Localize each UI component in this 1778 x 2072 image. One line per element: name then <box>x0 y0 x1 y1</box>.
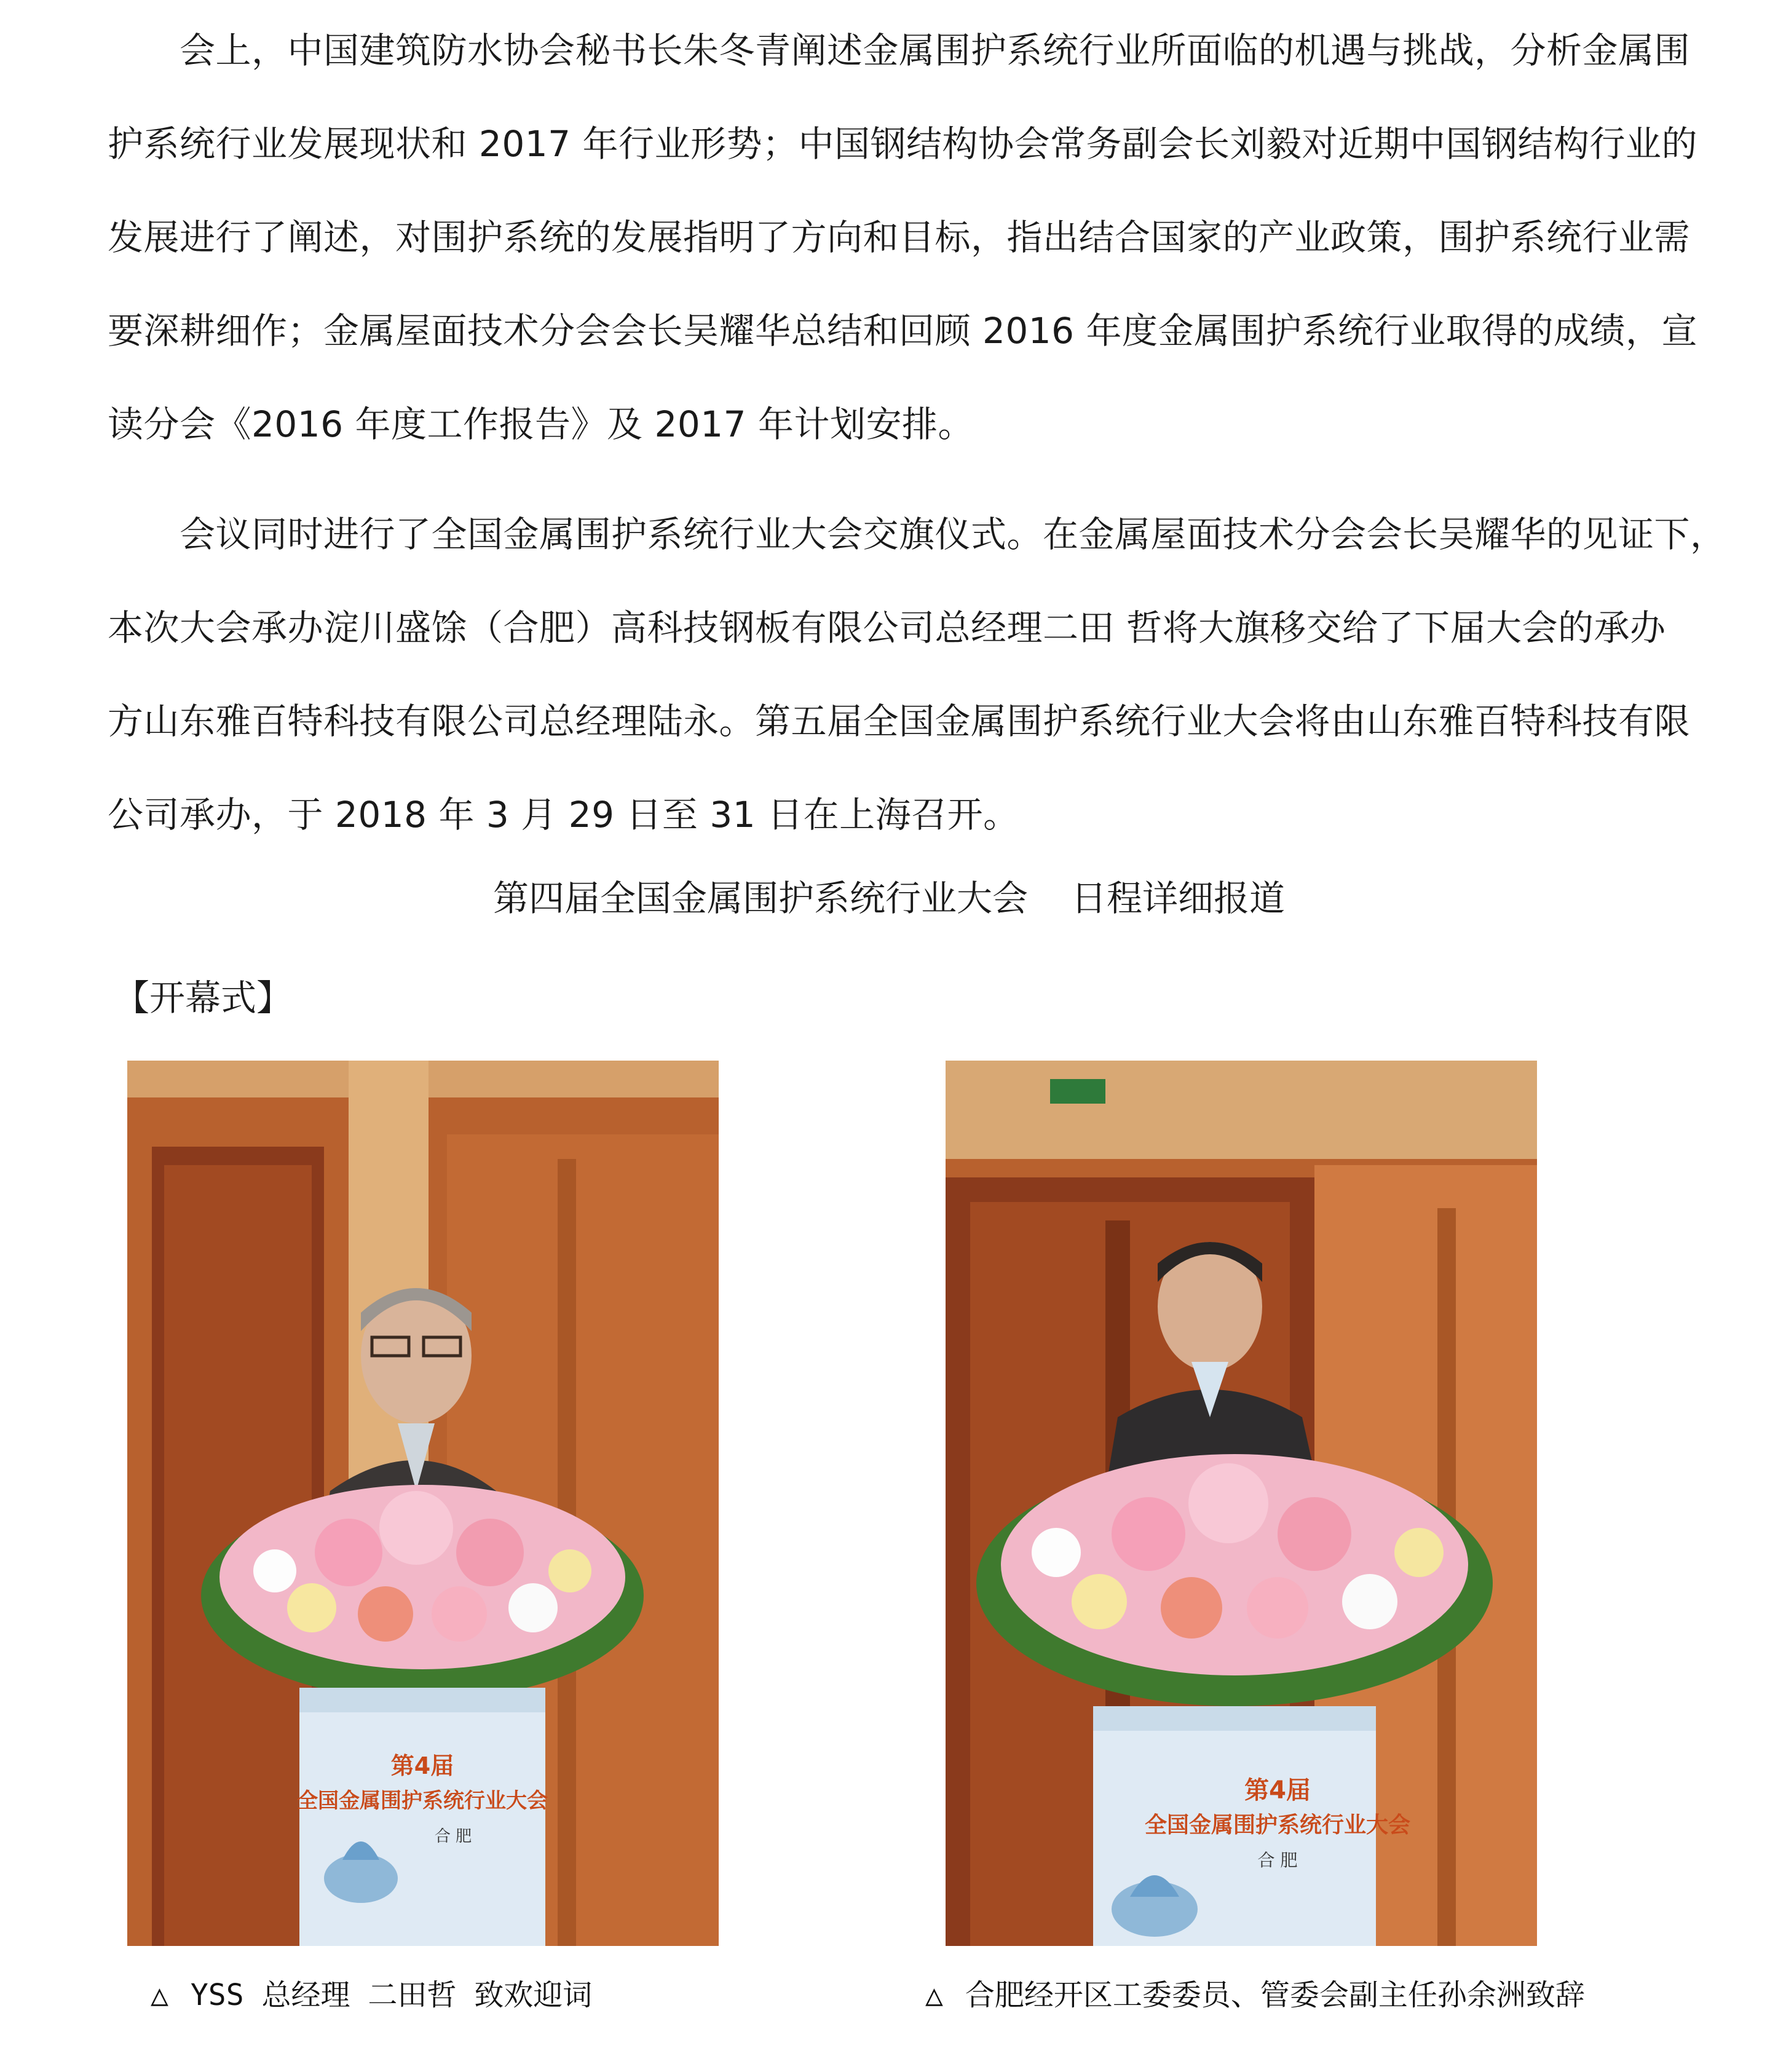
paragraph-line: 发展进行了阐述，对围护系统的发展指明了方向和目标，指出结合国家的产业政策，围护系统行业需 <box>108 216 1691 258</box>
photo-speaker-welcome <box>127 1061 719 1946</box>
triangle-icon: △ <box>925 1978 943 2012</box>
photo-illustration <box>127 1061 719 1946</box>
report-title <box>0 871 1778 926</box>
podium-banner-city: 合 肥 <box>1257 1850 1298 1870</box>
podium-banner-conference: 全国金属围护系统行业大会 <box>1144 1813 1411 1838</box>
photo-speaker-address <box>946 1061 1537 1946</box>
paragraph-line: 护系统行业发展现状和 2017 年行业形势；中国钢结构协会常务副会长刘毅对近期中国钢结构行业的 <box>108 123 1697 165</box>
podium-banner-edition: 第4届 <box>1244 1776 1311 1805</box>
paragraph-line: 要深耕细作；金属屋面技术分会会长吴耀华总结和回顾 2016 年度金属围护系统行业取得的成绩，宣 <box>108 310 1697 352</box>
caption-text: YSS 总经理 二田哲 致欢迎词 <box>190 1978 593 2012</box>
report-title-subtitle: 日程详细报道 <box>1071 877 1286 919</box>
paragraph-line: 公司承办，于 2018 年 3 月 29 日至 31 日在上海召开。 <box>108 794 1019 836</box>
podium-banner-edition: 第4届 <box>390 1752 454 1779</box>
paragraph-line: 会议同时进行了全国金属围护系统行业大会交旗仪式。在金属屋面技术分会会长吴耀华的见证下， <box>108 513 1726 555</box>
paragraph-line: 本次大会承办淀川盛馀（合肥）高科技钢板有限公司总经理二田 哲将大旗移交给了下届大会的承办 <box>108 607 1666 649</box>
podium-banner-conference: 全国金属围护系统行业大会 <box>297 1789 548 1813</box>
paragraph-meeting-speeches <box>108 4 1697 471</box>
paragraph-flag-handover <box>108 488 1726 861</box>
section-label-opening: 【开幕式】 <box>114 977 293 1019</box>
paragraph-line: 读分会《2016 年度工作报告》及 2017 年计划安排。 <box>108 403 974 445</box>
paragraph-line: 会上，中国建筑防水协会秘书长朱冬青阐述金属围护系统行业所面临的机遇与挑战，分析金属围 <box>108 30 1691 71</box>
paragraph-line: 方山东雅百特科技有限公司总经理陆永。第五届全国金属围护系统行业大会将由山东雅百特科技有限 <box>108 700 1691 742</box>
photo-illustration <box>946 1061 1537 1946</box>
photo-caption-welcome <box>151 1974 592 2017</box>
photo-caption-address <box>925 1974 1585 2017</box>
triangle-icon: △ <box>151 1978 168 2012</box>
caption-text: 合肥经开区工委委员、管委会副主任孙余洲致辞 <box>965 1978 1585 2012</box>
podium-banner-city: 合 肥 <box>434 1827 472 1846</box>
report-title-conference: 第四届全国金属围护系统行业大会 <box>492 877 1028 919</box>
